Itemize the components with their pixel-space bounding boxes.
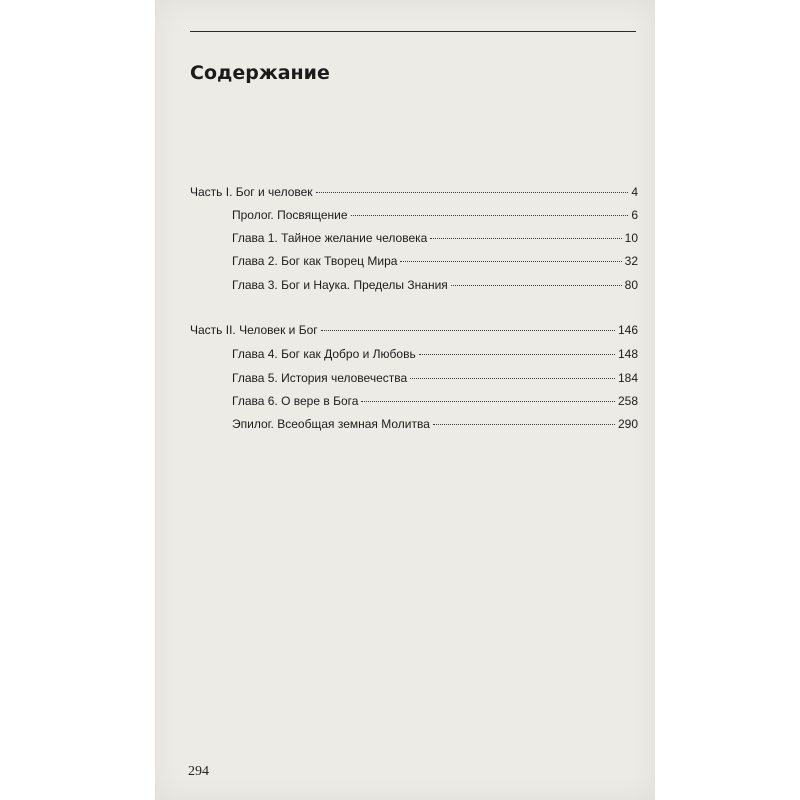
toc-entry-title: Часть II. Человек и Бог — [190, 323, 318, 337]
dot-leader — [430, 238, 621, 239]
dot-leader — [400, 261, 621, 262]
page-title: Содержание — [190, 62, 330, 84]
toc-entry-title: Пролог. Посвящение — [232, 208, 348, 222]
toc-entry-page: 80 — [624, 278, 638, 292]
toc-entry-title: Глава 2. Бог как Творец Мира — [232, 254, 398, 268]
header-rule — [190, 31, 636, 32]
toc-entry — [190, 322, 638, 338]
dot-leader — [451, 285, 622, 286]
toc-entry-page: 290 — [617, 417, 638, 431]
toc-entry — [232, 230, 638, 246]
toc-entry-title: Глава 5. История человечества — [232, 371, 408, 385]
toc-entry-page: 146 — [617, 323, 638, 337]
toc-entry-title: Глава 4. Бог как Добро и Любовь — [232, 347, 416, 361]
dot-leader — [419, 354, 615, 355]
toc-entry-title: Глава 1. Тайное желание человека — [232, 231, 428, 245]
toc-entry-title: Эпилог. Всеобщая земная Молитва — [232, 417, 430, 431]
toc-entry-page: 10 — [624, 231, 638, 245]
toc-entry-page: 184 — [617, 371, 638, 385]
toc-entry — [232, 346, 638, 362]
dot-leader — [321, 330, 615, 331]
toc-entry-title: Глава 3. Бог и Наука. Пределы Знания — [232, 278, 448, 292]
toc-entry-page: 4 — [631, 185, 638, 199]
toc-entry — [190, 184, 638, 200]
toc-entry — [232, 416, 638, 432]
dot-leader — [433, 424, 615, 425]
toc-entry — [232, 253, 638, 269]
toc-entry-page: 148 — [617, 347, 638, 361]
page-number: 294 — [188, 764, 209, 779]
dot-leader — [361, 401, 615, 402]
toc-entry — [232, 393, 638, 409]
toc-entry-page: 258 — [617, 394, 638, 408]
toc-entry — [232, 370, 638, 386]
dot-leader — [351, 215, 629, 216]
toc-entry-page: 6 — [631, 208, 638, 222]
toc-entry — [232, 207, 638, 223]
dot-leader — [316, 192, 629, 193]
toc-entry-title: Часть I. Бог и человек — [190, 185, 313, 199]
toc-entry-title: Глава 6. О вере в Бога — [232, 394, 359, 408]
toc-entry-page: 32 — [624, 254, 638, 268]
toc-entry — [232, 277, 638, 293]
dot-leader — [410, 378, 615, 379]
